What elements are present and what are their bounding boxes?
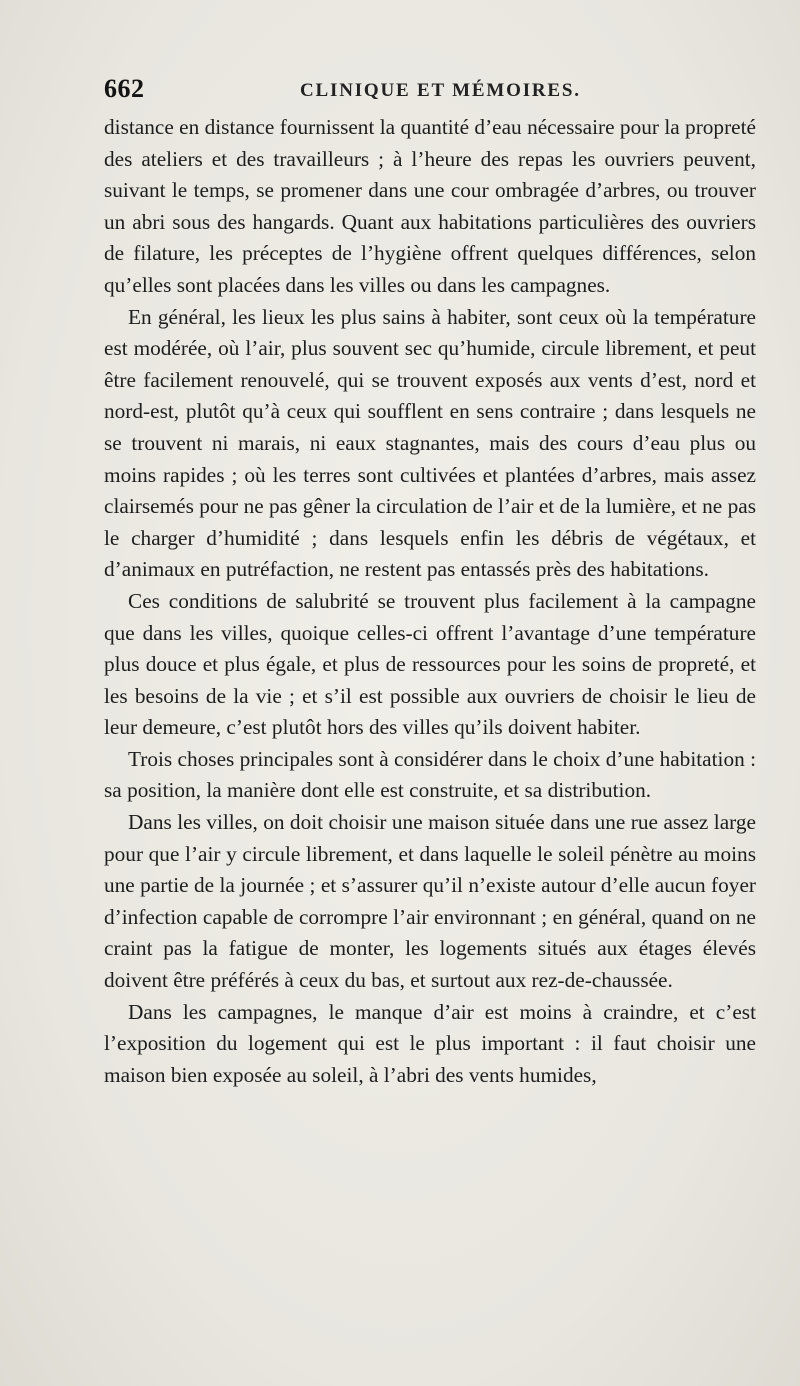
paragraph: Dans les campagnes, le manque d’air est moins à craindre, et c’est l’exposition du logement qui est le plus important : il faut choisir une maison bien exposée au soleil, à l’abri des vents humides,: [104, 999, 756, 1087]
paragraph: Dans les villes, on doit choisir une maison située dans une rue assez large pour que l’air y circule librement, et dans laquelle le soleil pénètre au moins une partie de la journée ; et s’assurer qu’il n’existe autour d’elle aucun foyer d’infection capable de corrompre l’air environnant ; en général, quand on ne craint pas la fatigue de monter, les logements situés aux étages élevés doivent être préférés à ceux du bas, et surtout aux rez-de-chaussée.: [104, 810, 756, 993]
running-head: CLINIQUE ET MÉMOIRES.: [300, 80, 581, 101]
paragraph-continued: distance en distance fournissent la quantité d’eau nécessaire pour la propreté des ateliers et des travailleurs ; à l’heure des repas les ouvriers peuvent, suivant le temps, se promener dans une cour ombragée d’arbres, ou trouver un abri sous des hangards. Quant aux habitations particulières des ouvriers de filature, les préceptes de l’hygiène offrent quelques différences, selon qu’elles sont placées dans les villes ou dans les campagnes.: [104, 115, 756, 297]
paragraph: En général, les lieux les plus sains à habiter, sont ceux où la température est modérée, où l’air, plus souvent sec qu’humide, circule librement, et peut être facilement renouvelé, qui se trouvent exposés aux vents d’est, nord et nord-est, plutôt qu’à ceux qui soufflent en sens contraire ; dans lesquels ne se trouvent ni marais, ni eaux stagnantes, mais des cours d’eau plus ou moins rapides ; où les terres sont cultivées et plantées d’arbres, mais assez clairsemés pour ne pas gêner la circulation de l’air et de la lumière, et ne pas le charger d’humidité ; dans lesquels enfin les débris de végétaux, et d’animaux en putréfaction, ne restent pas entassés près des habitations.: [104, 304, 756, 582]
page-number: 662: [104, 74, 145, 103]
paragraph: Ces conditions de salubrité se trouvent plus facilement à la campagne que dans les villes, quoique celles-ci offrent l’avantage d’une température plus douce et plus égale, et plus de ressources pour les soins de propreté, et les besoins de la vie ; et s’il est possible aux ouvriers de choisir le lieu de leur demeure, c’est plutôt hors des villes qu’ils doivent habiter.: [104, 588, 756, 740]
body-text: [104, 112, 756, 1091]
paragraph: Trois choses principales sont à considérer dans le choix d’une habitation : sa position, la manière dont elle est construite, et sa distribution.: [104, 746, 756, 803]
page-header: [104, 74, 764, 110]
